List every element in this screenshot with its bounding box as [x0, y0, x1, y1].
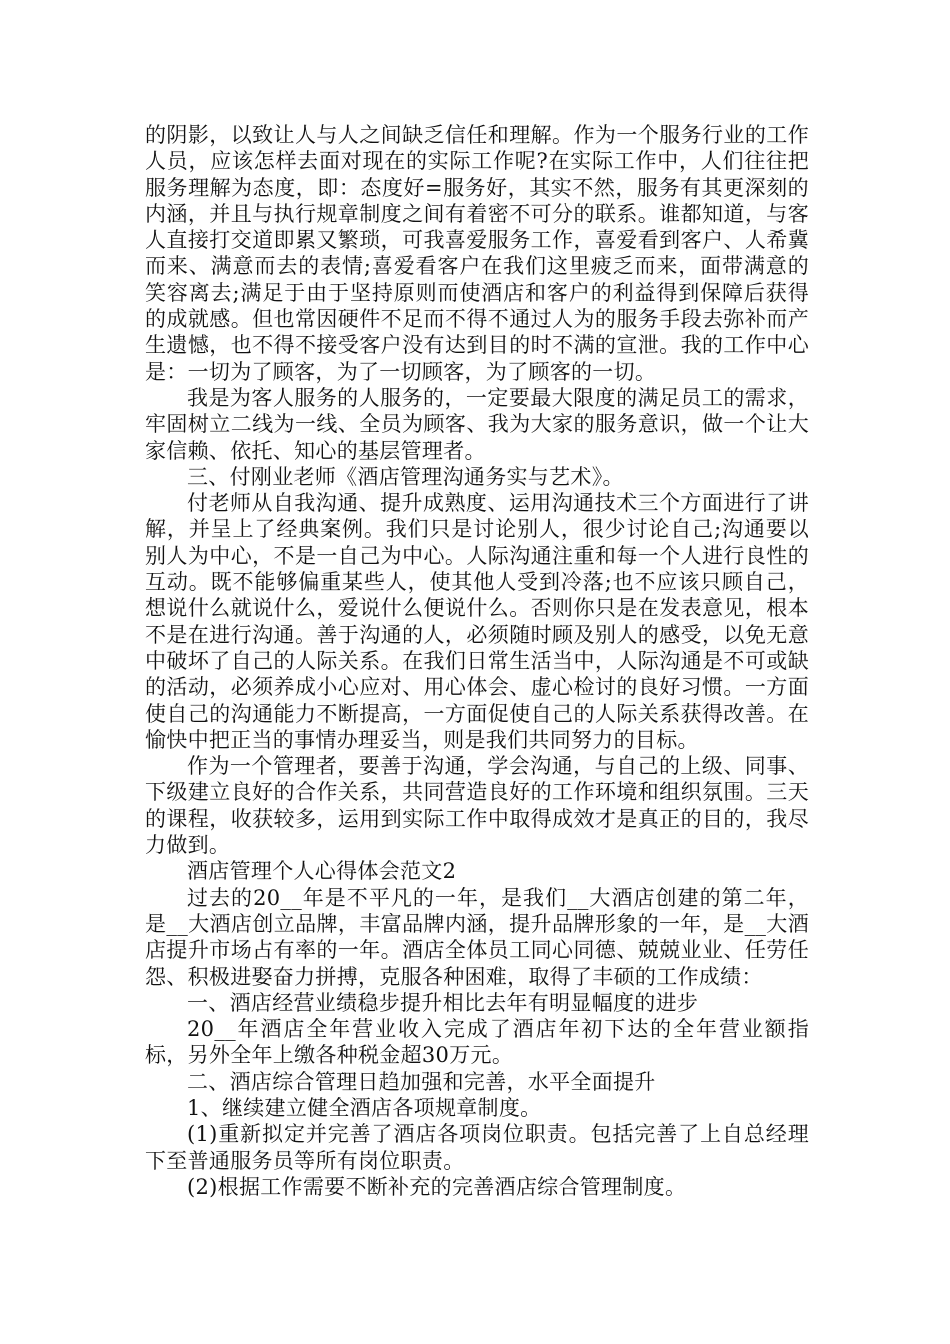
list-item-job-duties: (1)重新拟定并完善了酒店各项岗位职责。包括完善了上自总经理下至普通服务员等所有岗位职责。 [145, 1122, 809, 1173]
subheading-rules-system: 1、继续建立健全酒店各项规章制度。 [187, 1095, 542, 1120]
article-title-sample-2: 酒店管理个人心得体会范文2 [187, 859, 457, 884]
paragraph-manager-communication: 作为一个管理者，要善于沟通，学会沟通，与自己的上级、同事、下级建立良好的合作关系，共同营造良好的工作环境和组织氛围。三天的课程，收获较多，运用到实际工作中取得成效才是真正的目的，我尽力做到。 [145, 754, 809, 858]
section-heading-management: 二、酒店综合管理日趋加强和完善，水平全面提升 [187, 1069, 656, 1094]
section-heading-communication-course: 三、付刚业老师《酒店管理沟通务实与艺术》。 [187, 464, 624, 489]
paragraph-annual-revenue: 20__年酒店全年营业收入完成了酒店年初下达的全年营业额指标，另外全年上缴各种税金超30万元。 [145, 1017, 809, 1068]
paragraph-service-attitude: 的阴影，以致让人与人之间缺乏信任和理解。作为一个服务行业的工作人员，应该怎样去面对现在的实际工作呢?在实际工作中，人们往往把服务理解为态度，即：态度好=服务好，其实不然，服务有其更深刻的内涵，并且与执行规章制度之间有着密不可分的联系。谁都知道，与客人直接打交道即累又繁琐，可我喜爱服务工作，喜爱看到客户、人希冀而来、满意而去的表情;喜爱看客户在我们这里疲乏而来，面带满意的笑容离去;满足于由于坚持原则而使酒店和客户的利益得到保障后获得的成就感。但也常因硬件不足而不得不通过人为的服务手段去弥补而产生遗憾，也不得不接受客户没有达到目的时不满的宣泄。我的工作中心是：一切为了顾客，为了一切顾客，为了顾客的一切。 [145, 123, 809, 384]
paragraph-year-review: 过去的20__年是不平凡的一年，是我们__大酒店创建的第二年，是__大酒店创立品牌，丰富品牌内涵，提升品牌形象的一年，是__大酒店提升市场占有率的一年。酒店全体员工同心同德、兢兢业业、任劳任怨、积极进娶奋力拼搏，克服各种困难，取得了丰硕的工作成绩： [145, 885, 809, 989]
list-item-management-system: (2)根据工作需要不断补充的完善酒店综合管理制度。 [187, 1174, 687, 1199]
document-body [145, 122, 809, 1200]
paragraph-communication-lecture: 付老师从自我沟通、提升成熟度、运用沟通技术三个方面进行了讲解，并呈上了经典案例。我们只是讨论别人，很少讨论自己;沟通要以别人为中心，不是一自己为中心。人际沟通注重和每一个人进行良性的互动。既不能够偏重某些人，使其他人受到冷落;也不应该只顾自己，想说什么就说什么，爱说什么便说什么。否则你只是在发表意见，根本不是在进行沟通。善于沟通的人，必须随时顾及别人的感受，以免无意中破坏了自己的人际关系。在我们日常生活当中，人际沟通是不可或缺的活动，必须养成小心应对、用心体会、虚心检讨的良好习惯。一方面使自己的沟通能力不断提高，一方面促使自己的人际关系获得改善。在愉快中把正当的事情办理妥当，则是我们共同努力的目标。 [145, 491, 809, 752]
section-heading-business-performance: 一、酒店经营业绩稳步提升相比去年有明显幅度的进步 [187, 990, 699, 1015]
paragraph-serve-staff: 我是为客人服务的人服务的，一定要最大限度的满足员工的需求，牢固树立二线为一线、全员为顾客、我为大家的服务意识，做一个让大家信赖、依托、知心的基层管理者。 [145, 385, 809, 463]
